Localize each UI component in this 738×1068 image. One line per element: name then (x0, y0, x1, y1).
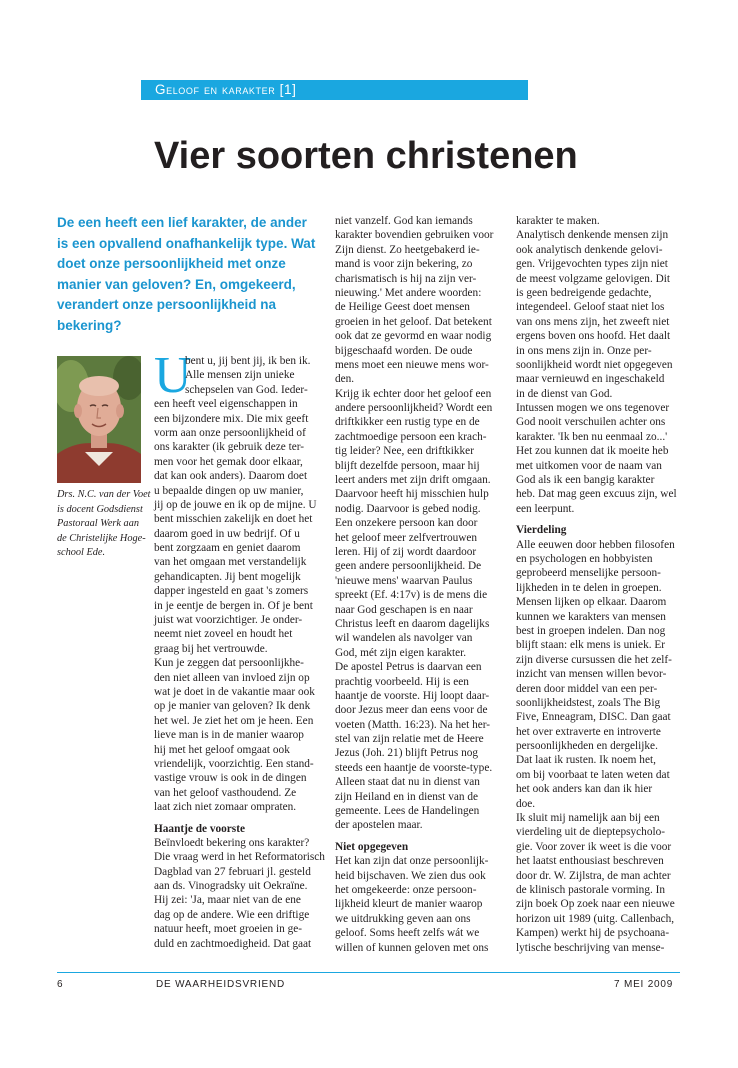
text-line: Kampen) werkt hij de psychoana- (516, 927, 670, 940)
text-line: integendeel. Geloof staat niet los (516, 301, 665, 314)
text-line: Beïnvloedt bekering ons karakter? (154, 836, 310, 849)
text-line: Christus leeft en daarom dagelijks (335, 617, 490, 630)
text-line: Krijg ik echter door het geloof een (335, 387, 492, 400)
text-line: driftkikker een rustig type en de (335, 416, 480, 429)
text-line: Het kan zijn dat onze persoonlijk- (335, 855, 489, 868)
text-line: een heeft veel eigenschappen in (154, 398, 298, 411)
text-line: spreekt (Ef. 4:17v) is de mens die (335, 589, 488, 602)
photo-caption (57, 488, 151, 561)
text-line: aan ds. Vinogradsky uit Oekraïne. (154, 880, 308, 893)
text-line: juist wat voorzichtiger. Je onder- (154, 614, 303, 627)
text-line: neemt niet zoveel en houdt het (154, 628, 293, 641)
article-column-2 (335, 214, 515, 955)
text-line: graag bij het vertrouwde. (154, 642, 268, 655)
text-line: den niet alleen van invloed zijn op (154, 671, 310, 684)
text-line: Alle mensen zijn unieke (185, 369, 295, 382)
text-line: Het zou kunnen dat ik moeite heb (516, 445, 669, 458)
text-line: dat kan ook anders). Daarom doet (154, 470, 308, 483)
text-line: bijgeschaafd worden. De oude (335, 344, 473, 357)
text-line: hij met het geloof omgaat ook (154, 743, 290, 756)
text-line: Hij zei: 'Ja, maar niet van de ene (154, 894, 301, 907)
text-line: mens moet een nieuwe mens wor- (335, 358, 489, 371)
article-intro: De een heeft een lief karakter, de ander is een opvallend onafhankelijk type. Wat doet onze persoonlijkheid met onze manier van geloven? En, omgekeerd, verandert onze persoonlijkheid na bekering? (57, 215, 316, 333)
text-line: het geloof meer zelfvertrouwen (335, 531, 478, 544)
text-line: vriendelijk, voorzichtig. Een stand- (154, 757, 314, 770)
text-line: van ons mens zijn, het zweeft niet (516, 315, 670, 328)
magazine-name: DE WAARHEIDSVRIEND (156, 979, 286, 990)
text-line: heid bijschaven. We zien dus ook (335, 869, 486, 882)
text-line: De apostel Petrus is daarvan een (335, 661, 482, 674)
drop-cap: U (154, 347, 192, 404)
text-line: lytische beschrijving van mense- (516, 941, 665, 954)
text-line: haantje de voorste. Hij loopt daar- (335, 689, 490, 702)
text-line: God als ik een bangig karakter (516, 474, 655, 487)
text-line: lijkheden in te delen in groepen. (516, 581, 662, 594)
section-heading: Niet opgegeven (335, 840, 409, 853)
text-line: horizon uit 1989 (uitg. Callenbach, (516, 912, 675, 925)
text-line: groeien in het geloof. Dat betekent (335, 315, 492, 328)
text-line: Mensen lijken op elkaar. Daarom (516, 596, 667, 609)
text-line: op je manier van geloven? Ik denk (154, 700, 311, 713)
text-line: dag op de andere. Wie een driftige (154, 908, 310, 921)
text-line: maar vernieuwd en ingeschakeld (516, 373, 665, 386)
text-line: gemeente. Lees de Handelingen (335, 805, 480, 818)
text-line: zijn boek Op zoek naar een nieuwe (516, 898, 675, 911)
text-line: van het geloof vasthoudend. Ze (154, 786, 297, 799)
text-line: ergens boven ons hoofd. Het daalt (516, 330, 671, 343)
caption-line: school Ede. (57, 547, 106, 559)
text-line: nodig. Daarvoor is gebed nodig. (335, 502, 481, 515)
text-line: we uitdrukking geven aan ons (335, 912, 471, 925)
text-line: Alleen staat dat nu in dienst van (335, 776, 480, 789)
text-line: soonlijkheid wordt niet opgegeven (516, 358, 673, 371)
text-line: en psychologen en hobbyisten (516, 552, 653, 565)
text-line: blijft staan: elk mens is uniek. Er (516, 639, 666, 652)
text-line: door dr. W. Zijlstra, de man achter (516, 869, 671, 882)
paragraph-gap (335, 833, 515, 840)
text-line: doe. (516, 797, 536, 810)
text-line: leert anders met zijn drift omgaan. (335, 474, 491, 487)
text-line: het omgekeerde: onze persoon- (335, 883, 477, 896)
text-line: bent u, jij bent jij, ik ben ik. (185, 355, 311, 367)
text-line: stel van zijn relatie met de Heere (335, 733, 484, 746)
text-line: Dat laat ik rusten. Ik noem het, (516, 754, 656, 767)
text-line: jij op de jouwe en ik op de mijne. U (154, 498, 317, 511)
text-line: schepselen van God. Ieder- (185, 383, 308, 396)
text-line: een bijzondere mix. Die mix geeft (154, 412, 309, 425)
text-line: vorm aan onze persoonlijkheid of (154, 426, 306, 439)
text-line: is geen bedreigende gedachte, (516, 286, 652, 299)
article-column-3 (516, 214, 696, 955)
text-line: met uitkomen voor de naam van (516, 459, 662, 472)
text-line: niet vanzelf. God kan iemands (335, 215, 473, 227)
text-line: soonlijkheidstest, zoals The Big (516, 696, 661, 709)
text-line: 'nieuwe mens' waarvan Paulus (335, 574, 473, 587)
text-line: naar God geschapen is en naar (335, 603, 473, 616)
text-line: den. (335, 373, 355, 386)
text-line: Zijn dienst. Zo heetgebakerd ie- (335, 243, 480, 256)
text-line: u bepaalde dingen op uw manier, (154, 484, 304, 497)
text-line: karakter bovendien gebruiken voor (335, 229, 494, 242)
text-line: der apostelen maar. (335, 819, 423, 832)
text-line: willen of kunnen geloven met ons (335, 941, 489, 954)
text-line: steeds een haantje de voorste-type. (335, 761, 493, 774)
text-line: geprobeerd menselijke persoon- (516, 567, 661, 580)
text-line: Dagblad van 27 februari jl. gesteld (154, 865, 311, 878)
text-line: Alle eeuwen door hebben filosofen (516, 538, 675, 551)
text-line: God, mét zijn eigen karakter. (335, 646, 467, 659)
caption-line: Pastoraal Werk aan (57, 518, 139, 530)
text-line: men voor het gemak door elkaar, (154, 455, 303, 468)
paragraph-gap (154, 815, 334, 822)
text-line: best in groepen indelen. Dan nog (516, 624, 666, 637)
text-line: ook dat ze gevormd en waar nodig (335, 330, 492, 343)
text-line: Jezus (Joh. 21) blijft Petrus nog (335, 747, 479, 760)
caption-line: is docent Godsdienst (57, 503, 143, 515)
text-line: om bij voorbaat te laten weten dat (516, 768, 670, 781)
text-line: zijn Heiland en in dienst van de (335, 790, 479, 803)
text-line: ook analytisch denkende gelovi- (516, 243, 663, 256)
text-line: dapper ingesteld en gaat 's zomers (154, 585, 309, 598)
caption-line: de Christelijke Hoge- (57, 532, 146, 544)
text-line: God nooit verschuilen achter ons (516, 416, 666, 429)
text-line: het over extraverte en introverte (516, 725, 661, 738)
text-line: geloof. Soms heeft zelfs wát we (335, 927, 480, 940)
text-line: de meest volgzame gelovigen. Dit (516, 272, 671, 285)
text-line: heb. Dat mag geen excuus zijn, wel (516, 488, 677, 501)
text-line: de klinisch pastorale vorming. In (516, 883, 666, 896)
text-line: voeten (Matth. 16:23). Na het her- (335, 718, 491, 731)
text-line: kunnen we karakters van mensen (516, 610, 666, 623)
text-line: daarom goed in uw bedrijf. Of u (154, 527, 300, 540)
text-line: vierdeling uit de dieptepsycholo- (516, 826, 666, 839)
text-line: ons karakter (ik gebruik deze ter- (154, 441, 305, 454)
text-line: persoonlijkheden en dergelijke. (516, 740, 658, 753)
text-line: het laatst enthousiast beschreven (516, 855, 664, 868)
text-line: wat je doet in de vakantie maar ook (154, 685, 315, 698)
text-line: de Heilige Geest doet mensen (335, 301, 470, 314)
text-line: inzicht van mensen willen bevor- (516, 668, 667, 681)
text-line: gehandicapten. Jij bent mogelijk (154, 570, 301, 583)
text-line: Die vraag werd in het Reformatorisch (154, 851, 325, 864)
text-line: charismatisch is hij na zijn ver- (335, 272, 477, 285)
text-line: lijkheid kleurt de manier waarop (335, 898, 483, 911)
text-line: zachtmoedige persoon een krach- (335, 430, 487, 443)
text-line: leren. Hij of zij wordt daardoor (335, 545, 477, 558)
text-line: in je eentje de bergen in. Of je bent (154, 599, 313, 612)
text-line: Intussen mogen we ons tegenover (516, 402, 670, 415)
text-line: mand is voor zijn bekering, zo (335, 258, 473, 271)
text-line: lieve man is in de manier waarop (154, 729, 304, 742)
text-line: vastige vrouw is ook in de dingen (154, 772, 307, 785)
text-line: Ik sluit mij namelijk aan bij een (516, 812, 660, 825)
section-heading: Vierdeling (516, 524, 567, 537)
text-line: Kun je zeggen dat persoonlijkhe- (154, 657, 304, 670)
article-column-1 (154, 354, 334, 951)
text-line: natuur heeft, moet groeien in ge- (154, 923, 303, 936)
issue-date: 7 MEI 2009 (614, 979, 674, 990)
text-line: prachtig voorbeeld. Hij is een (335, 675, 469, 688)
text-line: blijft dezelfde persoon, maar hij (335, 459, 480, 472)
section-kicker: Geloof en karakter [1] (141, 80, 528, 100)
text-line: nieuwing.' Met andere woorden: (335, 286, 482, 299)
footer-rule (57, 972, 680, 973)
text-line: Analytisch denkende mensen zijn (516, 229, 669, 242)
text-line: geen andere persoonlijkheid. De (335, 560, 482, 573)
text-line: Een onzekere persoon kan door (335, 517, 478, 530)
text-line: zijn diverse cursussen die het zelf- (516, 653, 672, 666)
page-number: 6 (57, 979, 64, 990)
text-line: deren door middel van een per- (516, 682, 658, 695)
paragraph-gap (516, 516, 696, 523)
text-line: het wel. Je ziet het om je heen. Een (154, 714, 314, 727)
caption-line: Drs. N.C. van der Voet (57, 489, 151, 500)
text-line: gen. Vrijgevochten types zijn niet (516, 258, 668, 271)
text-line: van het omgaan met verstandelijk (154, 556, 307, 569)
author-photo (57, 356, 141, 483)
text-line: gie. Voor zover ik weet is die voor (516, 840, 672, 853)
text-line: het ook anders kan dan ik hier (516, 783, 653, 796)
text-line: laat zich niet zomaar ompraten. (154, 801, 297, 814)
text-line: tig leider? Nee, een driftkikker (335, 445, 474, 458)
article-title: Vier soorten christenen (154, 135, 578, 177)
text-line: wil wandelen als navolger van (335, 632, 473, 645)
text-line: bent misschien zakelijk en doet het (154, 513, 313, 526)
text-line: duld en zachtmoedigheid. Dat gaat (154, 937, 312, 950)
text-line: andere persoonlijkheid? Wordt een (335, 402, 493, 415)
author-portrait-image (57, 356, 141, 483)
section-heading: Haantje de voorste (154, 822, 245, 835)
text-line: in ons mens zijn in. Onze per- (516, 344, 652, 357)
text-line: door Jezus meer dan eens voor de (335, 704, 488, 717)
text-line: bent zorgzaam en geniet daarom (154, 542, 301, 555)
text-line: een leerpunt. (516, 502, 575, 515)
text-line: karakter te maken. (516, 215, 600, 227)
text-line: in de dienst van God. (516, 387, 613, 400)
text-line: Daarvoor heeft hij misschien hulp (335, 488, 489, 501)
text-line: Five, Enneagram, DISC. Dan gaat (516, 711, 671, 724)
text-line: karakter. 'Ik ben nu eenmaal zo...' (516, 430, 668, 443)
